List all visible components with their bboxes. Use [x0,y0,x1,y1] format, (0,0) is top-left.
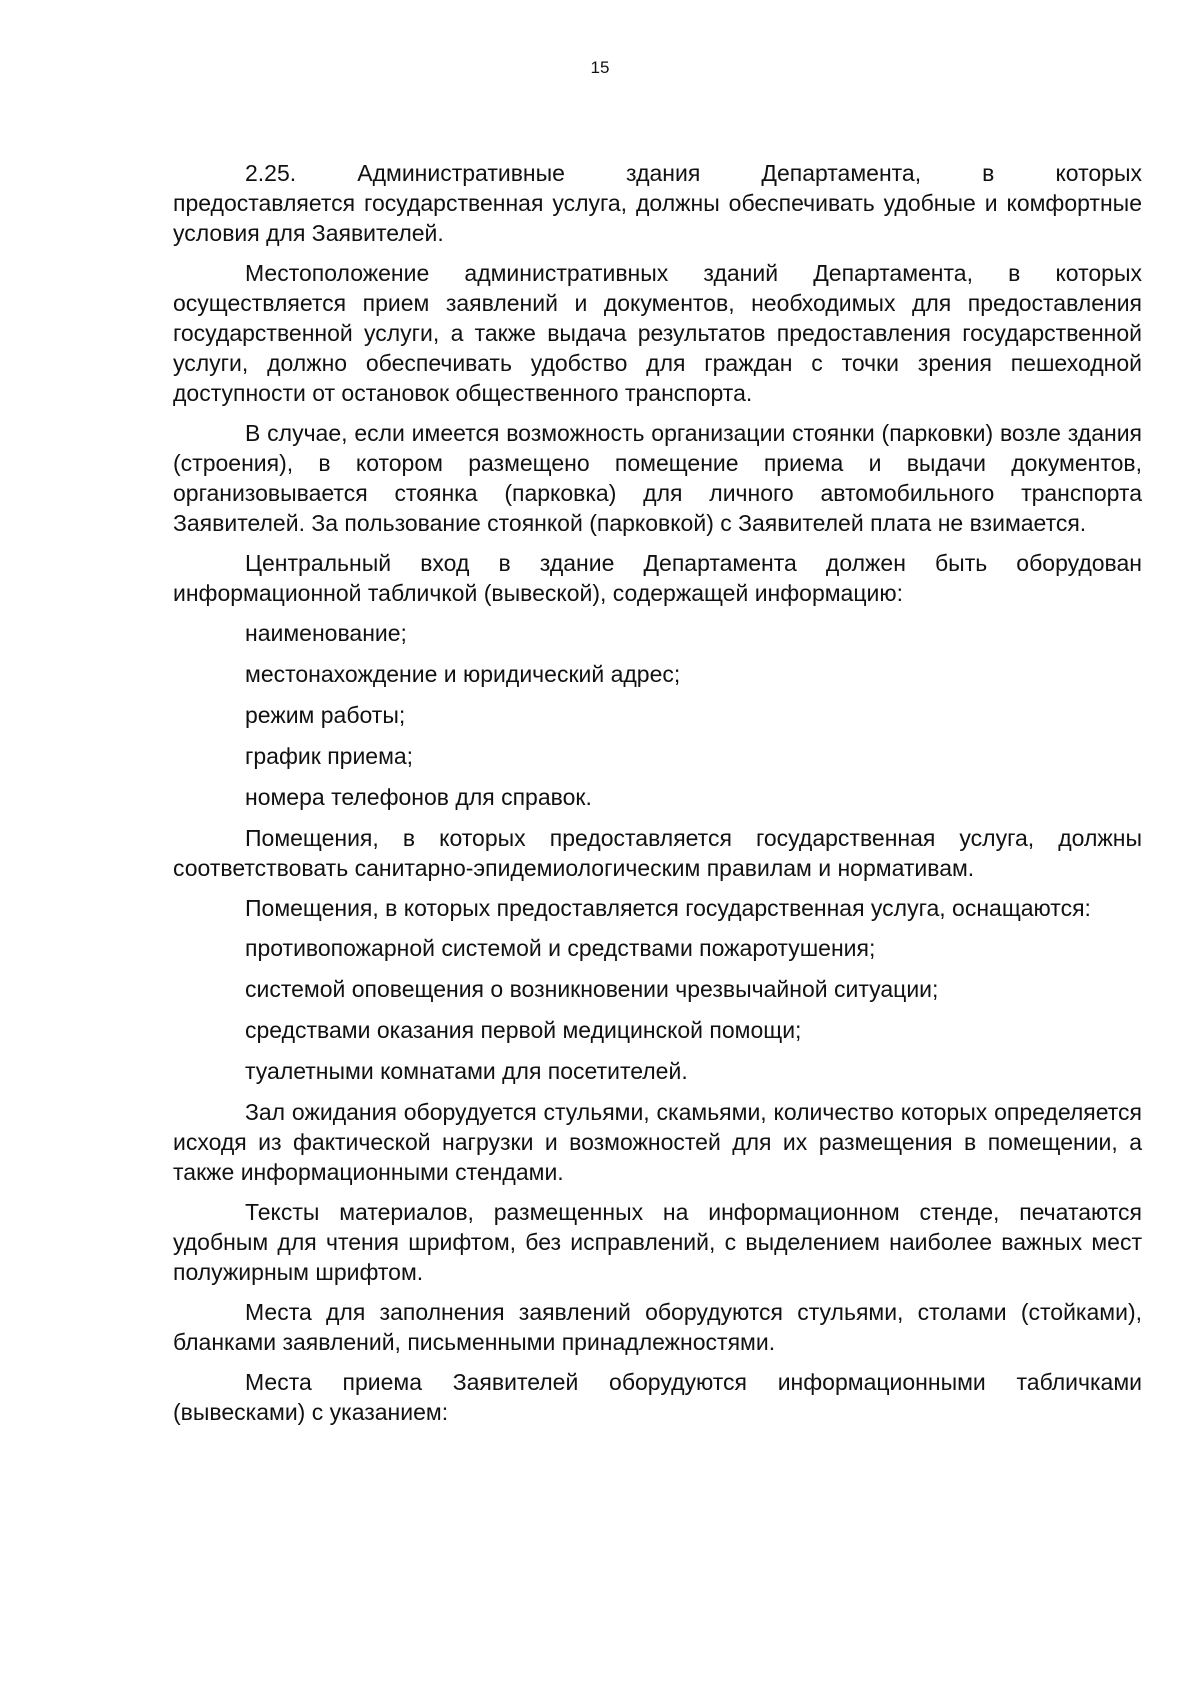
paragraph-info-stand: Тексты материалов, размещенных на информационном стенде, печатаются удобным для чтения шрифтом, без исправлений, с выделением наиболее важных мест полужирным шрифтом. [173,1199,1142,1285]
page-number: 15 [590,58,610,77]
list-item: режим работы; [245,702,406,728]
paragraph-form-filling: Места для заполнения заявлений оборудуются стульями, столами (стойками), бланками заявлений, письменными принадлежностями. [173,1299,1142,1355]
list-item: местонахождение и юридический адрес; [245,661,681,687]
document-body [173,158,1142,1437]
paragraph-waiting-room: Зал ожидания оборудуется стульями, скамьями, количество которых определяется исходя из фактической нагрузки и возможностей для их размещения в помещении, а также информационными стендами. [173,1099,1142,1185]
list-item: номера телефонов для справок. [245,784,592,810]
list-item: наименование; [245,620,407,646]
list-item: туалетными комнатами для посетителей. [245,1058,688,1084]
list-item: график приема; [245,743,414,769]
list-item: средствами оказания первой медицинской помощи; [245,1017,802,1043]
list-item: системой оповещения о возникновении чрезвычайной ситуации; [245,976,939,1002]
paragraph-reception-signs: Места приема Заявителей оборудуются информационными табличками (вывесками) с указанием: [173,1369,1142,1425]
paragraph-entrance-sign: Центральный вход в здание Департамента должен быть оборудован информационной табличкой (вывеской), содержащей информацию: [173,550,1142,606]
paragraph-equipment: Помещения, в которых предоставляется государственная услуга, оснащаются: [245,895,1091,921]
paragraph-2-25: 2.25. Административные здания Департамента, в которых предоставляется государственная услуга, должны обеспечивать удобные и комфортные условия для Заявителей. [173,160,1142,246]
paragraph-parking: В случае, если имеется возможность организации стоянки (парковки) возле здания (строения), в котором размещено помещение приема и выдачи документов, организовывается стоянка (парковка) для личного автомобильного транспорта Заявителей. За пользование стоянкой (парковкой) с Заявителей плата не взимается. [173,420,1142,536]
paragraph-location: Местоположение административных зданий Департамента, в которых осуществляется прием заявлений и документов, необходимых для предоставления государственной услуги, а также выдача результатов предоставления государственной услуги, должно обеспечивать удобство для граждан с точки зрения пешеходной доступности от остановок общественного транспорта. [173,260,1142,406]
list-item: противопожарной системой и средствами пожаротушения; [245,935,876,961]
paragraph-sanitary: Помещения, в которых предоставляется государственная услуга, должны соответствовать санитарно-эпидемиологическим правилам и нормативам. [173,825,1142,881]
